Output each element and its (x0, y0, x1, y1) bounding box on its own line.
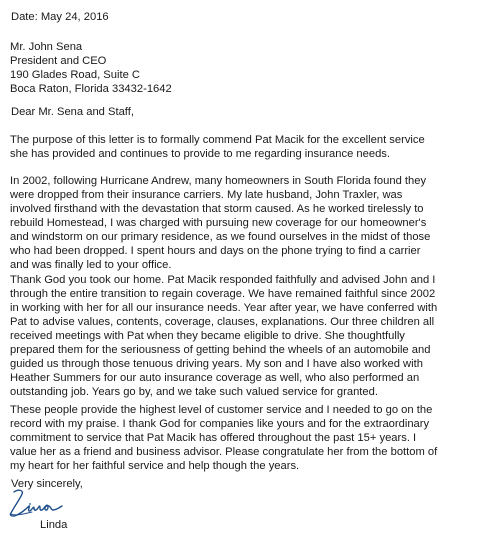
recipient-name: Mr. John Sena (10, 41, 83, 53)
handwritten-signature (8, 489, 68, 519)
paragraph-line: in working with her for all our insurance needs. Year after year, we have conferred with (10, 302, 438, 314)
paragraph-line: Heather Summers for our auto insurance coverage as well, who also performed an (10, 372, 420, 384)
paragraph-line: Pat to advise values, contents, coverage, clauses, explanations. Our three children all (10, 316, 435, 328)
paragraph-line: and windstorm on our primary residence, as we found ourselves in the midst of those (10, 231, 431, 243)
paragraph-line: In 2002, following Hurricane Andrew, many homeowners in South Florida found they (10, 175, 427, 187)
paragraph-line: my heart for her faithful service and help though the years. (10, 460, 300, 472)
paragraph-line: through the entire transition to regain coverage. We have remained faithful since 2002 (10, 288, 436, 300)
paragraph-praise (10, 403, 496, 473)
paragraph-line: value her as a friend and business advisor. Please congratulate her from the bottom of (10, 446, 438, 458)
paragraph-line: prepared them for the seriousness of getting behind the wheels of an automobile and (10, 344, 431, 356)
recipient-address (10, 40, 172, 96)
letter-date: Date: May 24, 2016 (11, 11, 109, 23)
paragraph-line: Thank God you took our home. Pat Macik responded faithfully and advised John and I (10, 274, 436, 286)
paragraph-line: involved firsthand with the devastation that storm caused. As he worked tirelessly to (10, 203, 424, 215)
paragraph-line: who had been dropped. I spent hours and days on the phone trying to find a carrier (10, 245, 421, 257)
recipient-city: Boca Raton, Florida 33432-1642 (10, 83, 172, 95)
paragraph-line: were dropped from their insurance carriers. My late husband, John Traxler, was (10, 189, 403, 201)
closing: Very sincerely, (11, 478, 83, 490)
paragraph-line: guided us through those tenuous driving years. My son and I have also worked with (10, 358, 423, 370)
paragraph-line: rebuild Homestead, I was charged with pursuing new coverage for our homeowner's (10, 217, 427, 229)
paragraph-line: outstanding job. Years go by, and we take such valued service for granted. (10, 386, 378, 398)
paragraph-line: she has provided and continues to provide to me regarding insurance needs. (10, 148, 390, 160)
paragraph-history (10, 174, 496, 272)
recipient-title: President and CEO (10, 55, 107, 67)
paragraph-line: commitment to service that Pat Macik has offered throughout the past 15+ years. I (10, 432, 417, 444)
paragraph-line: and was finally led to your office. (10, 259, 172, 271)
paragraph-purpose (10, 133, 496, 161)
recipient-street: 190 Glades Road, Suite C (10, 69, 140, 81)
paragraph-service (10, 273, 496, 399)
salutation: Dear Mr. Sena and Staff, (11, 106, 134, 118)
paragraph-line: record with my praise. I thank God for companies like yours and for the extraordinary (10, 418, 430, 430)
paragraph-line: received meetings with Pat when they became eligible to drive. She thoughtfully (10, 330, 405, 342)
signer-name: Linda (40, 519, 68, 531)
paragraph-line: The purpose of this letter is to formally commend Pat Macik for the excellent service (10, 134, 425, 146)
paragraph-line: These people provide the highest level of customer service and I needed to go on the (10, 404, 433, 416)
